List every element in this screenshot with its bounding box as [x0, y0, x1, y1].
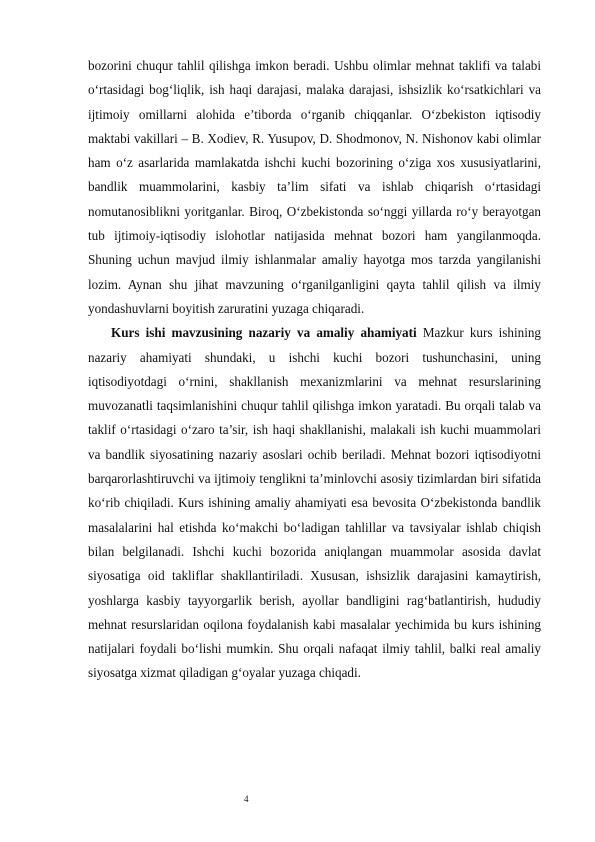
paragraph-1: bozorini chuqur tahlil qilishga imkon beradi. Ushbu olimlar mehnat taklifi va talabi o‘rtasidagi bog‘liqlik, ish haqi darajasi, malaka darajasi, ishsizlik ko‘rsatkichlari va ijtimoiy omillarni alohida e’tiborda o‘rganib chiqqanlar. O‘zbekiston iqtisodiy maktabi vakillari – B. Xodiev, R. Yusupov, D. Shodmonov, N. Nishonov kabi olimlar ham o‘z asarlarida mamlakatda ishchi kuchi bozorining o‘ziga xos xususiyatlarini, bandlik muammolarini, kasbiy ta’lim sifati va ishlab chiqarish o‘rtasidagi nomutanosiblikni yoritganlar. Biroq, O‘zbekistonda so‘nggi yillarda ro‘y berayotgan tub ijtimoiy-iqtisodiy islohotlar natijasida mehnat bozori ham yangilanmoqda. Shuning uchun mavjud ilmiy ishlanmalar amaliy hayotga mos tarzda yangilanishi lozim. Aynan shu jihat mavzuning o‘rganilganligini qayta tahlil qilish va ilmiy yondashuvlarni boyitish zaruratini yuzaga chiqaradi.: [88, 58, 541, 316]
page-number: 4: [244, 794, 249, 804]
paragraph-2: [88, 321, 541, 685]
body-text: [88, 54, 541, 686]
paragraph-2-text: Mazkur kurs ishining nazariy ahamiyati shundaki, u ishchi kuchi bozori tushunchasini, uning iqtisodiyotdagi o‘rnini, shakllanish mexanizmlarini va mehnat resurslarining muvozanatli taqsimlanishini chuqur tahlil qilishga imkon yaratadi. Bu orqali talab va taklif o‘rtasidagi o‘zaro ta’sir, ish haqi shakllanishi, malakali ish kuchi muammolari va bandlik siyosatining nazariy asoslari ochib beriladi. Mehnat bozori iqtisodiyotni barqarorlashtiruvchi va ijtimoiy tenglikni ta’minlovchi asosiy tizimlardan biri sifatida ko‘rib chiqiladi. Kurs ishining amaliy ahamiyati esa bevosita O‘zbekistonda bandlik masalalarini hal etishda ko‘makchi bo‘ladigan tahlillar va tavsiyalar ishlab chiqish bilan belgilanadi. Ishchi kuchi bozorida aniqlangan muammolar asosida davlat siyosatiga oid takliflar shakllantiriladi. Xususan, ishsizlik darajasini kamaytirish, yoshlarga kasbiy tayyorgarlik berish, ayollar bandligini rag‘batlantirish, hududiy mehnat resurslaridan oqilona foydalanish kabi masalalar yechimida bu kurs ishining natijalari foydali bo‘lishi mumkin. Shu orqali nafaqat ilmiy tahlil, balki real amaliy siyosatga xizmat qiladigan g‘oyalar yuzaga chiqadi.: [88, 325, 542, 681]
section-heading: Kurs ishi mavzusining nazariy va amaliy ahamiyati: [111, 325, 417, 341]
